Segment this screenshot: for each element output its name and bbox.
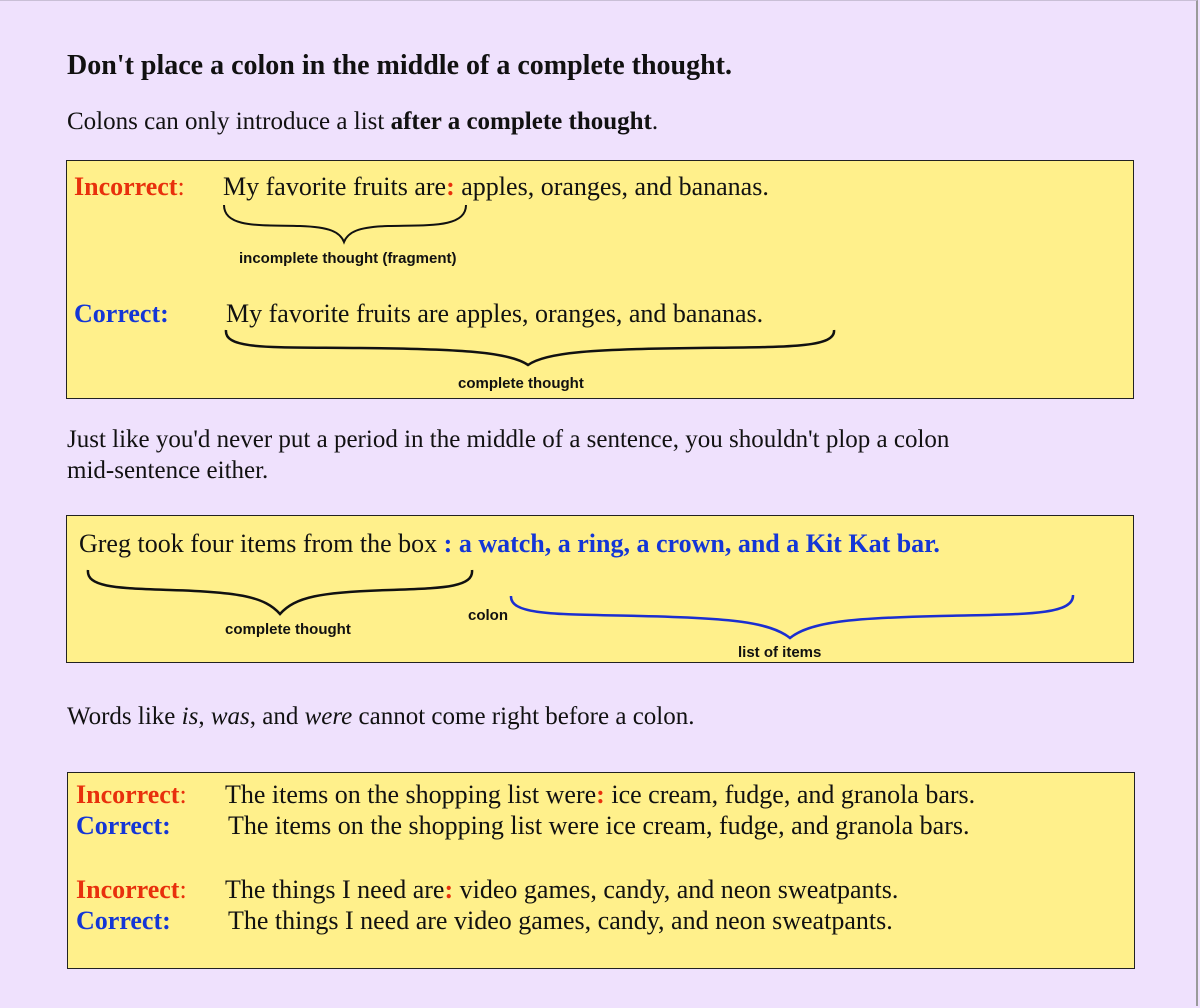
word-is: is [181, 703, 199, 730]
period-analogy-line2: mid-sentence either. [67, 457, 269, 484]
note-complete-thought: complete thought [458, 375, 584, 392]
word-were: were [304, 703, 353, 730]
correct-sentence-things: The things I need are video games, candy, and neon sweatpants. [228, 906, 893, 935]
linking-verbs-paragraph [67, 701, 695, 732]
incorrect-sentence-start: The items on the shopping list were [225, 780, 597, 809]
incorrect-label-things [76, 875, 187, 905]
linking-verbs-end: cannot come right before a colon. [352, 703, 695, 730]
incorrect-sentence-start: My favorite fruits are [223, 172, 447, 201]
note-colon: colon [468, 607, 508, 624]
correct-sentence-shopping: The items on the shopping list were ice cream, fudge, and granola bars. [228, 811, 970, 840]
incorrect-sentence-start: The things I need are [225, 875, 445, 904]
incorrect-label-shopping [76, 780, 187, 810]
page-title: Don't place a colon in the middle of a complete thought. [67, 50, 732, 81]
separator-1: , [198, 703, 211, 730]
greg-sentence-start: Greg took four items from the box [79, 529, 444, 558]
correct-label-shopping [76, 811, 171, 841]
misplaced-colon: : [444, 875, 454, 904]
incorrect-label: Incorrect [76, 875, 180, 904]
correct-label-things [76, 906, 171, 936]
misplaced-colon: : [596, 780, 605, 809]
incorrect-label-colon: : [179, 780, 187, 809]
word-was: was [210, 703, 250, 730]
incorrect-sentence-end: video games, candy, and neon sweatpants. [453, 875, 899, 904]
correct-label: Correct: [76, 906, 171, 935]
incorrect-label-colon: : [177, 172, 185, 201]
linking-verbs-intro: Words like [67, 703, 182, 730]
period-analogy-line1: Just like you'd never put a period in the middle of a sentence, you shouldn't plop a colon [67, 426, 950, 453]
misplaced-colon: : [446, 172, 455, 201]
note-list-of-items: list of items [738, 644, 822, 661]
incorrect-label: Incorrect [74, 172, 178, 201]
note-greg-complete-thought: complete thought [225, 621, 351, 638]
incorrect-sentence-end: ice cream, fudge, and granola bars. [604, 780, 976, 809]
incorrect-sentence-things [225, 875, 898, 905]
correct-label: Correct: [76, 811, 171, 840]
greg-list: : a watch, a ring, a crown, and a Kit Kat bar. [443, 529, 940, 558]
correct-sentence-fruits: My favorite fruits are apples, oranges, and bananas. [226, 299, 764, 328]
separator-2: , and [249, 703, 305, 730]
incorrect-sentence-end: apples, oranges, and bananas. [454, 172, 769, 201]
intro-text: Colons can only introduce a list [67, 108, 391, 135]
intro-emphasis: after a complete thought [390, 108, 652, 135]
note-incomplete-thought: incomplete thought (fragment) [239, 250, 457, 267]
incorrect-sentence-shopping [225, 780, 975, 810]
correct-label: Correct: [74, 299, 169, 328]
incorrect-label: Incorrect [76, 780, 180, 809]
intro-period: . [651, 108, 659, 135]
incorrect-label-colon: : [179, 875, 187, 904]
